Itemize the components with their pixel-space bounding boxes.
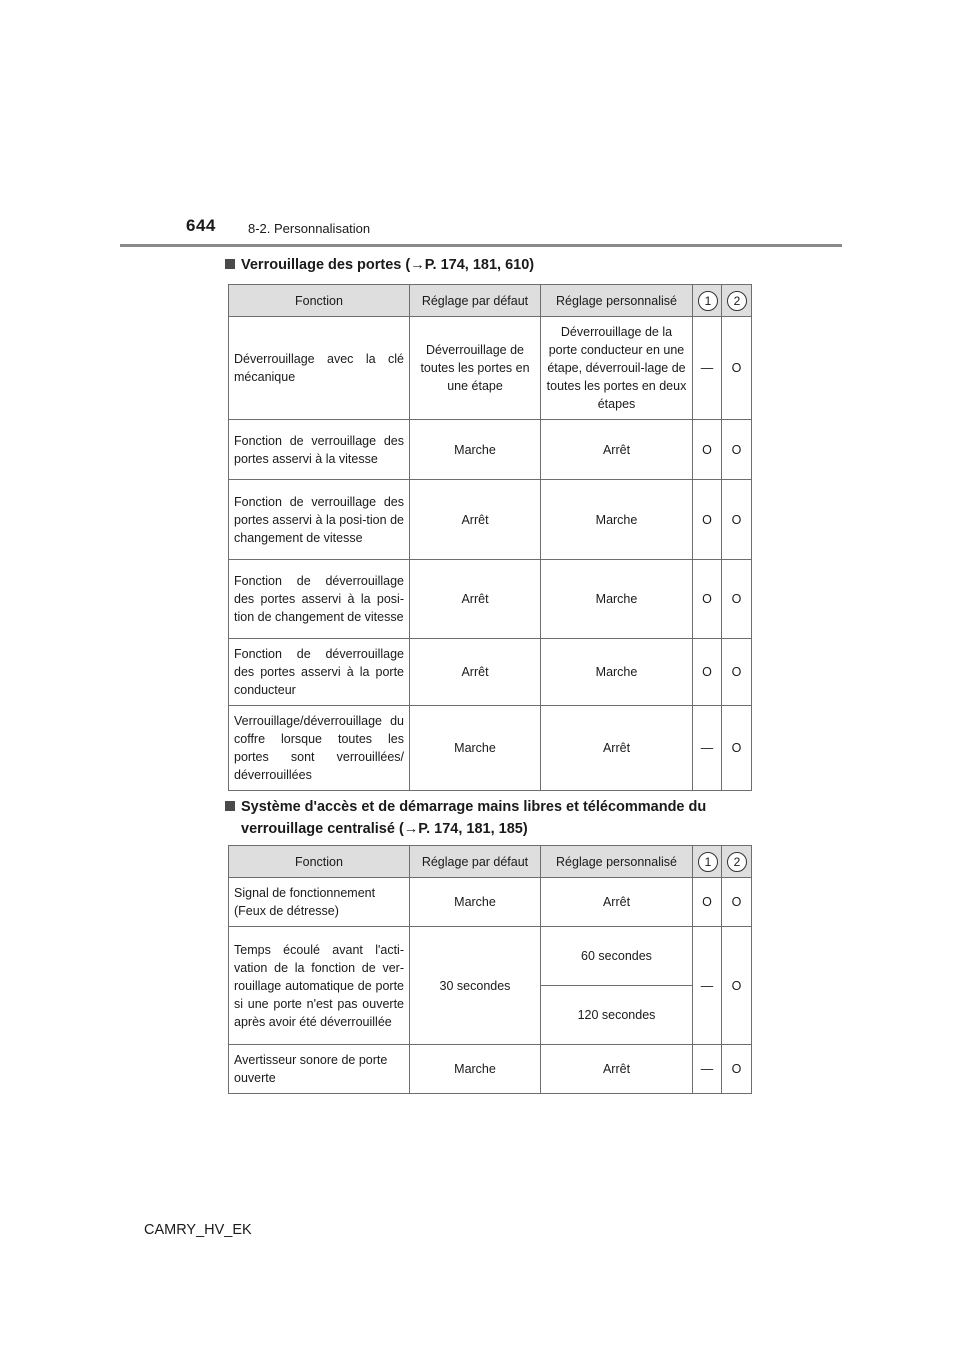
column-header-2 [722, 285, 752, 317]
cell-default: 30 secondes [410, 927, 541, 1045]
cell-function: Fonction de déverrouillage des portes asservi à la posi-tion de changement de vitesse [229, 560, 410, 639]
column-header-default: Réglage par défaut [410, 846, 541, 878]
cell-col1: — [693, 317, 722, 420]
table-row [229, 706, 752, 791]
cell-default: Arrêt [410, 560, 541, 639]
section-heading-keyless-entry [225, 796, 755, 840]
cell-function: Avertisseur sonore de porte ouverte [229, 1045, 410, 1094]
circled-1-icon: 1 [698, 291, 718, 311]
table-row [229, 317, 752, 420]
heading-text-line2: verrouillage centralisé (→P. 174, 181, 185) [241, 821, 528, 837]
table-header-row [229, 285, 752, 317]
cell-col2: O [722, 639, 752, 706]
cell-col2: O [722, 927, 752, 1045]
cell-custom: Marche [541, 480, 693, 560]
column-header-function: Fonction [229, 285, 410, 317]
cell-col1: — [693, 1045, 722, 1094]
cell-col1: O [693, 878, 722, 927]
column-header-custom: Réglage personnalisé [541, 846, 693, 878]
cell-default: Marche [410, 1045, 541, 1094]
table-row [229, 420, 752, 480]
cell-default: Déverrouillage de toutes les portes en une étape [410, 317, 541, 420]
document-code: CAMRY_HV_EK [144, 1222, 252, 1238]
column-header-2 [722, 846, 752, 878]
cell-col1: O [693, 420, 722, 480]
table-row [229, 639, 752, 706]
cell-col1: — [693, 706, 722, 791]
header-divider [120, 244, 842, 247]
cell-custom: Marche [541, 560, 693, 639]
keyless-entry-table [228, 845, 752, 1094]
table-row [229, 878, 752, 927]
cell-col1: — [693, 927, 722, 1045]
table-row [229, 1045, 752, 1094]
cell-custom: Déverrouillage de la porte conducteur en une étape, déverrouil-lage de toutes les portes en deux étapes [541, 317, 693, 420]
page-number: 644 [186, 216, 216, 235]
cell-col1: O [693, 480, 722, 560]
column-header-1 [693, 285, 722, 317]
cell-function: Fonction de déverrouillage des portes asservi à la porte conducteur [229, 639, 410, 706]
table-row [229, 480, 752, 560]
cell-col2: O [722, 706, 752, 791]
column-header-custom: Réglage personnalisé [541, 285, 693, 317]
cell-col2: O [722, 420, 752, 480]
cell-col2: O [722, 317, 752, 420]
cell-custom: Arrêt [541, 420, 693, 480]
section-label: 8-2. Personnalisation [248, 221, 371, 236]
cell-col2: O [722, 1045, 752, 1094]
cell-col2: O [722, 560, 752, 639]
square-bullet-icon [225, 801, 235, 811]
heading-text: Verrouillage des portes (→P. 174, 181, 610) [241, 257, 535, 273]
cell-col2: O [722, 878, 752, 927]
cell-default: Arrêt [410, 639, 541, 706]
table-header-row [229, 846, 752, 878]
table-row [229, 560, 752, 639]
cell-col2: O [722, 480, 752, 560]
column-header-default: Réglage par défaut [410, 285, 541, 317]
door-locking-table [228, 284, 752, 791]
cell-col1: O [693, 639, 722, 706]
cell-custom-option-a: 60 secondes [541, 927, 693, 986]
heading-text-line1: Système d'accès et de démarrage mains libres et télécommande du [241, 799, 707, 815]
column-header-function: Fonction [229, 846, 410, 878]
column-header-1 [693, 846, 722, 878]
cell-custom-option-b: 120 secondes [541, 986, 693, 1045]
cell-function: Temps écoulé avant l'acti-vation de la fonction de ver-rouillage automatique de porte si une porte n'est pas ouverte après avoir été déverrouillée [229, 927, 410, 1045]
table-row [229, 927, 752, 986]
cell-function: Déverrouillage avec la clé mécanique [229, 317, 410, 420]
cell-function: Signal de fonctionnement (Feux de détresse) [229, 878, 410, 927]
cell-default: Marche [410, 878, 541, 927]
circled-2-icon: 2 [727, 291, 747, 311]
cell-col1: O [693, 560, 722, 639]
cell-function: Fonction de verrouillage des portes asservi à la posi-tion de changement de vitesse [229, 480, 410, 560]
circled-2-icon: 2 [727, 852, 747, 872]
section-heading-door-locking [225, 254, 755, 276]
cell-custom: Arrêt [541, 1045, 693, 1094]
cell-default: Marche [410, 706, 541, 791]
cell-custom: Marche [541, 639, 693, 706]
square-bullet-icon [225, 259, 235, 269]
cell-default: Arrêt [410, 480, 541, 560]
circled-1-icon: 1 [698, 852, 718, 872]
cell-function: Verrouillage/déverrouillage du coffre lorsque toutes les portes sont verrouillées/ déverrouillées [229, 706, 410, 791]
cell-function: Fonction de verrouillage des portes asservi à la vitesse [229, 420, 410, 480]
cell-custom: Arrêt [541, 706, 693, 791]
cell-default: Marche [410, 420, 541, 480]
cell-custom: Arrêt [541, 878, 693, 927]
